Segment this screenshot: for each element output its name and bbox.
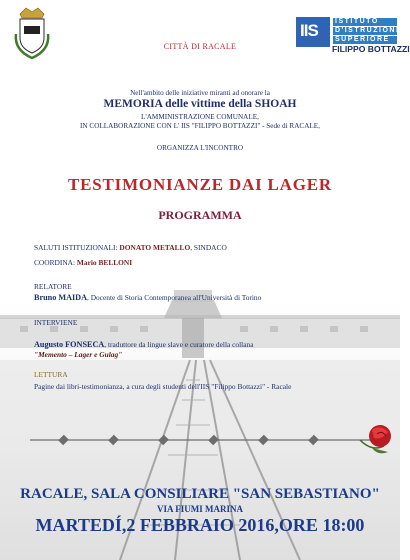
event-title: TESTIMONIANZE DAI LAGER	[67, 175, 332, 194]
interviene-line: Augusto FONSECA, traduttore da lingue slave e curatore della collana	[34, 340, 254, 349]
programma-heading: PROGRAMMA	[158, 208, 242, 222]
school-logo-name: FILIPPO BOTTAZZI	[332, 44, 410, 54]
school-logo-mark: IIS	[296, 17, 330, 47]
memory-heading: MEMORIA delle vittime della SHOAH	[103, 98, 297, 110]
lettura-label: LETTURA	[34, 370, 68, 379]
coordina-line: COORDINA: Mario BELLONI	[34, 258, 133, 267]
event-date: MARTEDÍ,2 FEBBRAIO 2016,ORE 18:00	[35, 515, 365, 535]
intro-line-4: IN COLLABORAZIONE CON L' IIS "FILIPPO BOTTAZZI" - Sede di RACALE,	[80, 122, 320, 130]
relatore-line: Bruno MAIDA, Docente di Storia Contemporanea all'Università di Torino	[34, 293, 262, 302]
city-name: CITTÀ DI RACALE	[163, 42, 237, 51]
venue-street: VIA FIUMI MARINA	[157, 504, 243, 514]
intro-line-5: ORGANIZZA L'INCONTRO	[156, 144, 244, 152]
lettura-line: Pagine dai libri-testimonianza, a cura degli studenti dell'IIS "Filippo Bottazzi" - Racale	[34, 382, 292, 391]
interviene-label: INTERVIENE	[34, 318, 78, 327]
saluti-line: SALUTI ISTITUZIONALI: DONATO METALLO, SINDACO	[34, 243, 227, 252]
relatore-label: RELATORE	[34, 282, 72, 291]
intro-line-1: Nell'ambito delle iniziative miranti ad onorare la	[130, 89, 270, 97]
municipal-crest-icon	[12, 4, 52, 64]
school-logo-lines: ISTITUTO D'ISTRUZIONE SUPERIORE	[335, 18, 403, 43]
venue-place: RACALE, SALA CONSILIARE "SAN SEBASTIANO"	[20, 486, 380, 502]
interviene-series: "Memento – Lager e Gulag"	[34, 350, 123, 359]
school-logo	[296, 17, 410, 54]
intro-line-3: L'AMMINISTRAZIONE COMUNALE,	[141, 113, 259, 121]
